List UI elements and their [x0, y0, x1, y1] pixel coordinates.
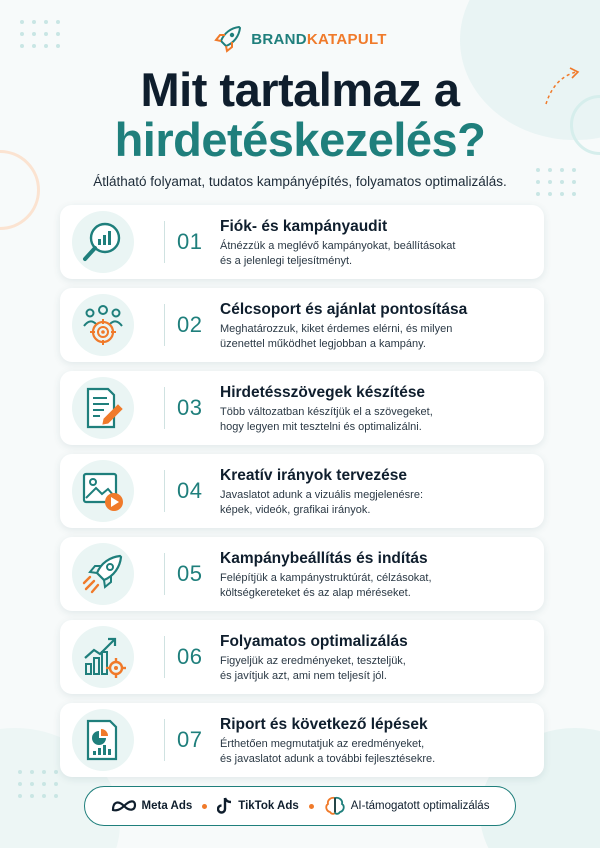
rocket-icon — [80, 551, 126, 597]
step-desc-line: Átnézzük a meglévő kampányokat, beállításokat — [220, 240, 456, 252]
step-desc-line: képek, videók, grafikai irányok. — [220, 504, 371, 516]
decorative-dots — [18, 770, 58, 798]
step-icon-container — [72, 709, 134, 771]
brain-icon — [324, 796, 346, 816]
step-icon-container — [72, 211, 134, 273]
step-desc-line: Több változatban készítjük el a szövegeket, — [220, 406, 433, 418]
brand-name-part1: BRAND — [251, 30, 307, 48]
footer-item-tiktok — [217, 797, 299, 815]
step-icon-container — [72, 460, 134, 522]
step-desc-line: és javaslatot adunk a további fejlesztésekre. — [220, 753, 436, 765]
step-number: 04 — [177, 478, 203, 503]
step-card — [60, 703, 544, 777]
step-title: Fiók- és kampányaudit — [220, 218, 388, 235]
subtitle: Átlátható folyamat, tudatos kampányépítés, folyamatos optimalizálás. — [93, 174, 507, 189]
footer-item-meta — [111, 798, 193, 814]
step-desc-line: Felépítjük a kampánystruktúrát, célzásokat, — [220, 572, 432, 584]
step-description — [220, 654, 520, 684]
headline-line1: Mit tartalmaz a — [140, 63, 460, 116]
tiktok-icon — [217, 797, 233, 815]
footer-label: Meta Ads — [141, 800, 193, 812]
step-card — [60, 620, 544, 694]
step-description — [220, 488, 520, 518]
document-pen-icon — [80, 385, 126, 431]
step-desc-line: hogy legyen mit tesztelni és optimalizálni. — [220, 421, 422, 433]
audience-target-icon — [80, 302, 126, 348]
brand-name-part2: KATAPULT — [306, 30, 387, 48]
divider — [164, 470, 165, 512]
divider — [164, 387, 165, 429]
platform-footer — [84, 786, 516, 826]
separator-dot — [309, 804, 314, 809]
step-card — [60, 205, 544, 279]
step-title: Kampánybeállítás és indítás — [220, 550, 428, 567]
report-chart-icon — [80, 717, 126, 763]
step-description — [220, 737, 520, 767]
step-card — [60, 454, 544, 528]
step-desc-line: Figyeljük az eredményeket, teszteljük, — [220, 655, 406, 667]
growth-gear-icon — [80, 634, 126, 680]
headline-line2: hirdetéskezelés? — [114, 113, 486, 166]
step-number: 01 — [177, 229, 203, 254]
footer-label: TikTok Ads — [238, 800, 299, 812]
step-card — [60, 537, 544, 611]
step-desc-line: költségkereteket és az alap méréseket. — [220, 587, 411, 599]
separator-dot — [202, 804, 207, 809]
step-number: 02 — [177, 312, 203, 337]
footer-label: AI-támogatott optimalizálás — [350, 800, 490, 812]
step-title: Kreatív irányok tervezése — [220, 467, 407, 484]
step-icon-container — [72, 543, 134, 605]
step-desc-line: és a jelenlegi teljesítményt. — [220, 255, 353, 267]
step-title: Folyamatos optimalizálás — [220, 633, 408, 650]
step-number: 07 — [177, 727, 203, 752]
step-desc-line: Javaslatot adunk a vizuális megjelenésre: — [220, 489, 424, 501]
step-card — [60, 371, 544, 445]
step-number: 06 — [177, 644, 203, 669]
brand-logo — [0, 24, 600, 54]
step-title: Célcsoport és ajánlat pontosítása — [220, 301, 468, 318]
step-icon-container — [72, 626, 134, 688]
step-card — [60, 288, 544, 362]
step-desc-line: és javítjuk azt, ami nem teljesít jól. — [220, 670, 387, 682]
magnifier-chart-icon — [80, 219, 126, 265]
step-icon-container — [72, 294, 134, 356]
step-description — [220, 571, 520, 601]
meta-icon — [111, 798, 137, 814]
divider — [164, 719, 165, 761]
step-icon-container — [72, 377, 134, 439]
step-description — [220, 405, 520, 435]
step-description — [220, 239, 520, 269]
divider — [164, 304, 165, 346]
step-number: 05 — [177, 561, 203, 586]
step-desc-line: Érthetően megmutatjuk az eredményeket, — [220, 738, 425, 750]
step-desc-line: üzenettel működhet legjobban a kampány. — [220, 338, 426, 350]
image-play-icon — [80, 468, 126, 514]
step-title: Hirdetésszövegek készítése — [220, 384, 426, 401]
rocket-icon — [213, 24, 243, 54]
step-title: Riport és következő lépések — [220, 716, 428, 733]
footer-item-ai — [324, 796, 490, 816]
step-desc-line: Meghatározzuk, kiket érdemes elérni, és milyen — [220, 323, 453, 335]
divider — [164, 636, 165, 678]
divider — [164, 553, 165, 595]
step-number: 03 — [177, 395, 203, 420]
step-description — [220, 322, 520, 352]
divider — [164, 221, 165, 263]
